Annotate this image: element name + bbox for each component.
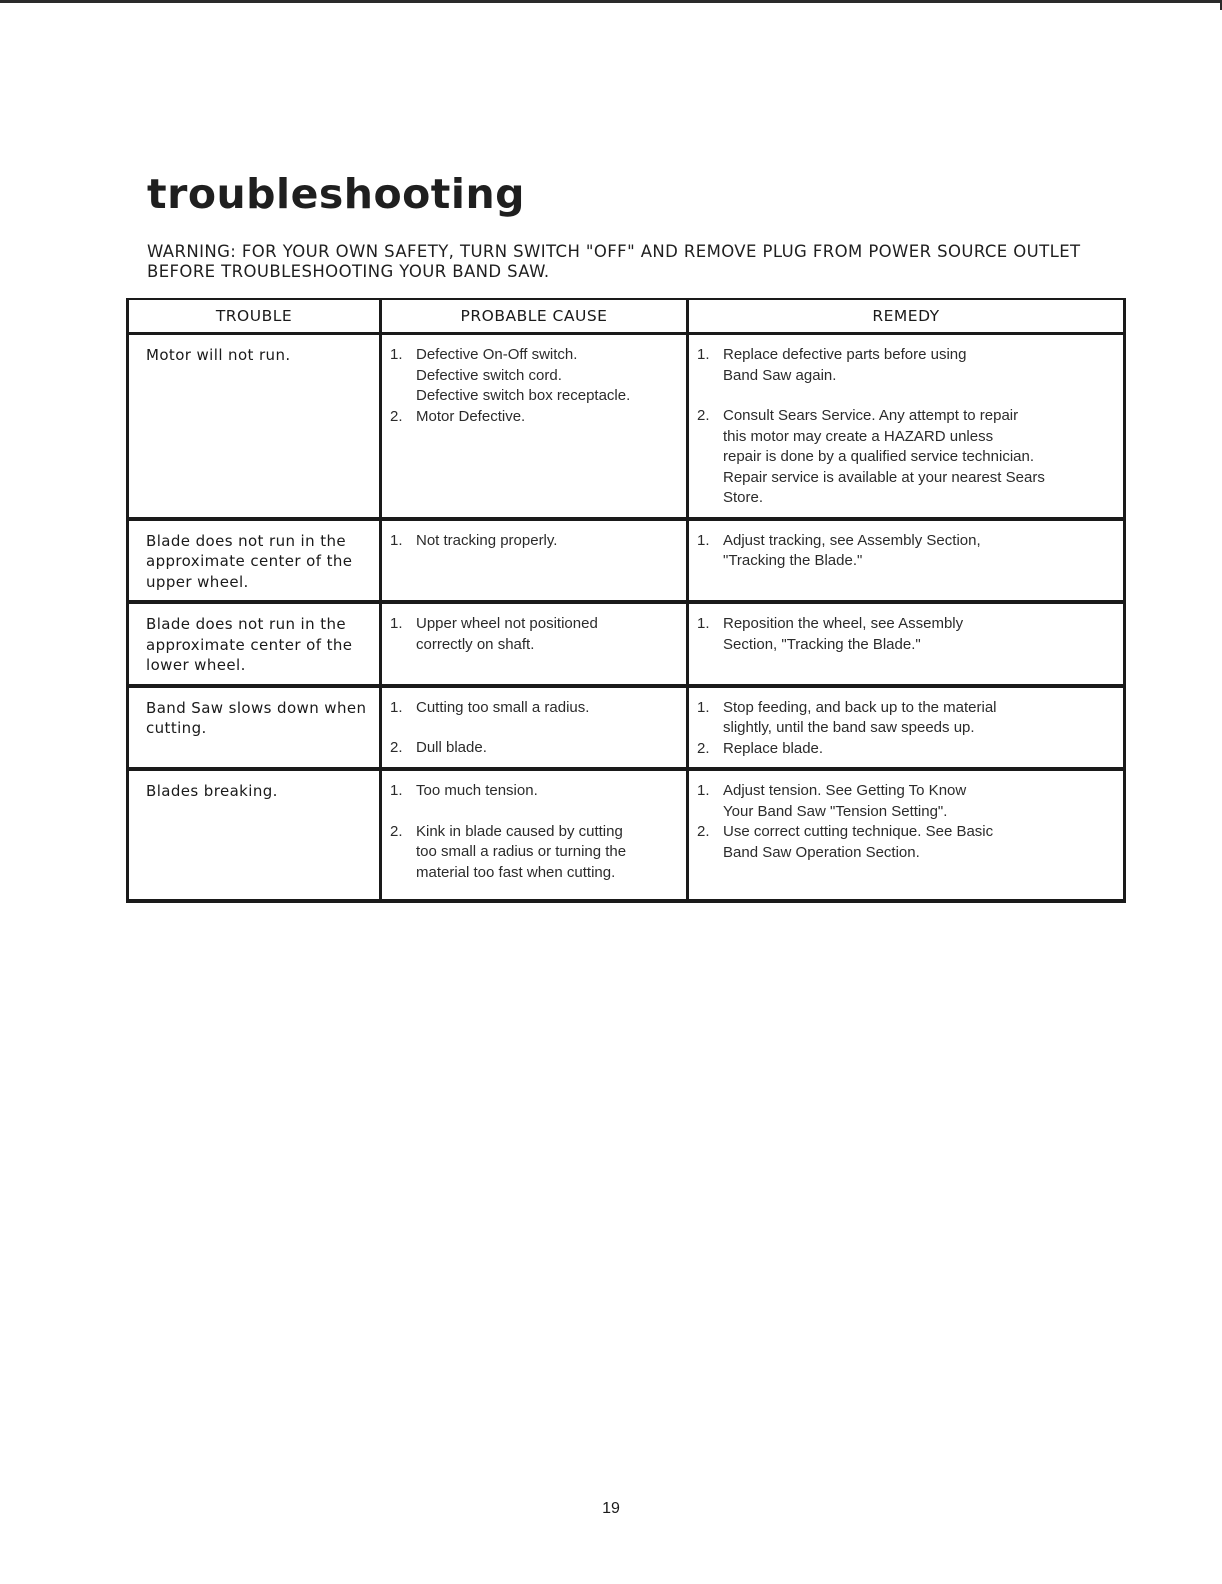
item-text (723, 345, 1117, 386)
item-number: 1. (697, 346, 710, 363)
cause-cell (379, 335, 686, 521)
trouble-cell: Blades breaking. (129, 771, 379, 903)
remedy-item (697, 345, 1117, 386)
item-number: 1. (390, 346, 403, 363)
item-text (723, 781, 1117, 822)
cause-item (390, 781, 680, 802)
header-trouble: TROUBLE (129, 300, 379, 335)
item-text (723, 531, 1117, 572)
remedy-cell (686, 521, 1123, 605)
trouble-cell: Blade does not run in the approximate center of the upper wheel. (129, 521, 379, 605)
troubleshooting-table-container (126, 298, 1126, 903)
item-number: 2. (697, 739, 710, 757)
cause-cell (379, 604, 686, 688)
header-remedy: REMEDY (686, 300, 1123, 335)
remedy-item (697, 614, 1117, 655)
item-number: 1. (390, 698, 403, 716)
item-line: "Tracking the Blade." (723, 552, 863, 569)
remedy-cell (686, 688, 1123, 772)
item-line: Dull blade. (416, 739, 487, 756)
cause-item (390, 698, 680, 719)
item-line: Store. (723, 489, 764, 506)
item-number: 2. (390, 407, 403, 425)
item-line: Reposition the wheel, see Assembly (723, 615, 964, 632)
item-line: Defective On-Off switch. (416, 346, 578, 363)
item-line: Replace defective parts before using (723, 346, 967, 363)
cause-item (390, 822, 680, 884)
item-line: Stop feeding, and back up to the material (723, 698, 997, 716)
item-line: Upper wheel not positioned (416, 615, 598, 632)
remedy-item (697, 822, 1117, 863)
item-line: Consult Sears Service. Any attempt to repair (723, 407, 1019, 424)
cause-cell (379, 521, 686, 605)
item-text (416, 698, 680, 719)
table-row (129, 771, 1123, 903)
item-line: Defective switch cord. (416, 366, 562, 384)
item-text (416, 407, 680, 428)
cause-item (390, 614, 680, 655)
item-text (723, 406, 1117, 509)
table-row (129, 604, 1123, 688)
item-number: 2. (390, 822, 403, 840)
cause-item (390, 738, 680, 759)
remedy-item (697, 781, 1117, 822)
remedy-item (697, 531, 1117, 572)
cause-item (390, 531, 680, 552)
table-body (129, 335, 1123, 903)
item-line: Cutting too small a radius. (416, 698, 590, 716)
safety-warning: WARNING: FOR YOUR OWN SAFETY, TURN SWITCH "OFF" AND REMOVE PLUG FROM POWER SOURCE OUTLET BEFORE TROUBLESHOOTING YOUR BAND SAW. (147, 242, 1081, 281)
item-spacer (697, 386, 1117, 406)
top-border-rule (0, 0, 1222, 3)
remedy-cell (686, 335, 1123, 521)
item-line: Band Saw again. (723, 366, 837, 384)
item-number: 1. (697, 531, 710, 549)
item-line: material too fast when cutting. (416, 863, 616, 881)
item-text (416, 345, 680, 407)
item-number: 1. (390, 782, 403, 799)
item-text (723, 698, 1117, 739)
remedy-cell (686, 604, 1123, 688)
trouble-cell: Motor will not run. (129, 335, 379, 521)
remedy-item (697, 698, 1117, 739)
remedy-item (697, 739, 1117, 760)
item-number: 1. (390, 531, 403, 549)
item-line: Motor Defective. (416, 407, 526, 425)
cause-item (390, 407, 680, 428)
item-text (416, 614, 680, 655)
table-row (129, 688, 1123, 772)
item-line: Too much tension. (416, 782, 538, 799)
item-line: repair is done by a qualified service technician. (723, 448, 1035, 465)
item-line: Band Saw Operation Section. (723, 843, 920, 861)
page-title: troubleshooting (147, 170, 526, 218)
item-spacer (390, 802, 680, 822)
table-row (129, 335, 1123, 521)
item-number: 2. (697, 823, 710, 840)
item-line: Section, "Tracking the Blade." (723, 635, 921, 653)
trouble-cell: Band Saw slows down when cutting. (129, 688, 379, 772)
item-text (723, 614, 1117, 655)
item-number: 1. (697, 698, 710, 716)
item-line: Your Band Saw "Tension Setting". (723, 802, 948, 820)
item-line: too small a radius or turning the (416, 843, 627, 860)
item-line: Adjust tracking, see Assembly Section, (723, 531, 981, 549)
item-number: 1. (697, 615, 710, 632)
item-number: 2. (697, 407, 710, 424)
remedy-cell (686, 771, 1123, 903)
remedy-item (697, 406, 1117, 509)
table-header-row (129, 300, 1123, 335)
item-text (416, 822, 680, 884)
item-text (416, 738, 680, 759)
table-row (129, 521, 1123, 605)
item-text (416, 781, 680, 802)
item-line: Kink in blade caused by cutting (416, 822, 623, 840)
cause-item (390, 345, 680, 407)
item-line: this motor may create a HAZARD unless (723, 427, 994, 445)
item-line: Use correct cutting technique. See Basic (723, 823, 994, 840)
item-line: slightly, until the band saw speeds up. (723, 719, 975, 736)
item-number: 1. (390, 615, 403, 632)
troubleshooting-table (126, 298, 1126, 903)
trouble-cell: Blade does not run in the approximate center of the lower wheel. (129, 604, 379, 688)
item-line: Defective switch box receptacle. (416, 387, 631, 404)
item-line: Repair service is available at your nearest Sears (723, 468, 1045, 486)
page-number: 19 (602, 1500, 620, 1517)
item-text (723, 739, 1117, 760)
item-text (723, 822, 1117, 863)
cause-cell (379, 771, 686, 903)
item-line: Adjust tension. See Getting To Know (723, 782, 967, 799)
item-line: correctly on shaft. (416, 635, 535, 653)
item-spacer (390, 718, 680, 738)
item-number: 1. (697, 782, 710, 799)
header-probable-cause: PROBABLE CAUSE (379, 300, 686, 335)
item-line: Not tracking properly. (416, 531, 558, 549)
item-text (416, 531, 680, 552)
item-line: Replace blade. (723, 739, 824, 757)
item-number: 2. (390, 739, 403, 756)
cause-cell (379, 688, 686, 772)
